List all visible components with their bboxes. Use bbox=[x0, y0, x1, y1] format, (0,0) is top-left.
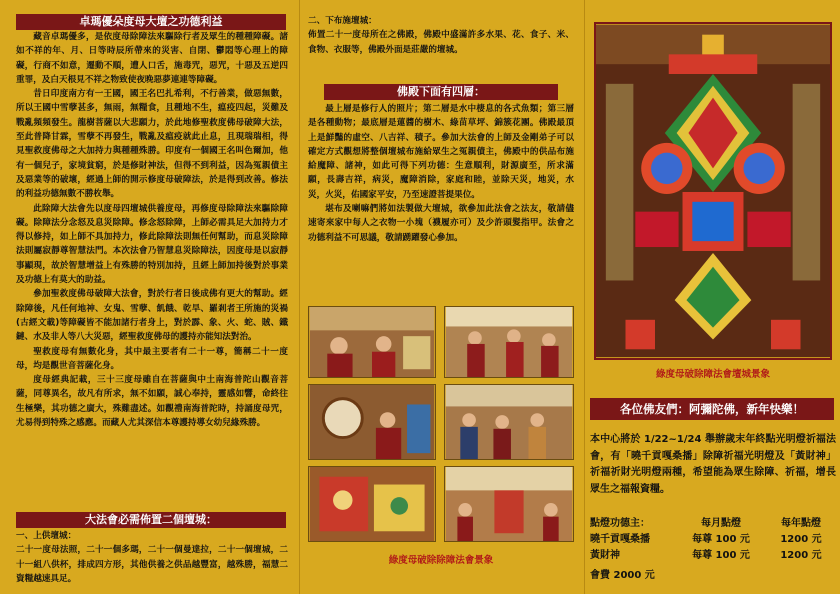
lamp-fee-table bbox=[590, 516, 836, 564]
paragraph: 佈置二十一度母所在之佛殿，佛殿中盛滿許多水果、花、食子、米、食物、衣服等，佛殿外面是莊嚴的壇城。 bbox=[308, 30, 574, 55]
monthly-fee: 每尊 100 元 bbox=[692, 534, 750, 545]
header-cell: 點燈功德主： bbox=[590, 518, 650, 529]
column-divider bbox=[584, 0, 585, 594]
new-year-greeting: 各位佛友們：阿彌陀佛，新年快樂！ bbox=[590, 398, 834, 420]
paragraph: 堪布及喇嘛們將如法製做大壇城，欲參加此法會之法友，敬請儘速寄來家中每人之衣物一小塊（襪履亦可）及少許頭髮指甲。法會之功德利益不可思議，敬請踴躍發心參加。 bbox=[308, 204, 574, 243]
upper-mandala-text bbox=[16, 529, 288, 586]
ceremony-photo bbox=[308, 384, 436, 460]
table-row bbox=[590, 548, 836, 564]
table-row bbox=[590, 532, 836, 548]
paragraph: 最上層是修行人的照片；第二層是水中棲息的各式魚類；第三層是各種動物；最底層是蓮醬的樹木、綠苗草坪、錦簇花團。佛殿最頂上是鮮豔的虛空、八吉祥、積子。參加大法會的上師及金剛弟子可以確定方式觀想將整個壇城布施給眾生之冤親債主，佛殿中的供品布施給魔障、諸神，如此可得下列功德：生意順利，財源廣至，所求滿願，長壽吉祥，病災，魔障消除，家庭和睦，並除天災，地災，水災，火災，佑國家平安，乃至速證菩提果位。 bbox=[308, 104, 574, 200]
paragraph: 度母經典記載，三十三度母雖自在菩薩與中土南海普陀山觀音菩薩，同尊異名，故凡有所求，無不如願，誠心奉持，靈感如響，命終往生極樂，其功德之廣大，殊難盡述。如觀禮南海普陀時，持誦度母咒，尤易得到特殊之感應。而藏人尤其深信本尊護持導女幼兒緣殊勝。 bbox=[16, 375, 288, 429]
paragraph: 此除障大法會先以度母四壇城供養度母，再修度母除障法來驅除障礙。除障法分念怒及息災除障。修念怒除障，上師必需具足大加持力才得以修持，如上師不具加持力，修此除障法則無任何幫助，而息災除障法則屬寂靜尊智慧法門。本次法會乃智慧息災除障法，因度母是以寂靜事顯現，故於智慧增益上有殊勝的特別加持，且經上師加持後對於事業及功德上有莫大的助益。 bbox=[16, 203, 288, 286]
mandala-room-image bbox=[445, 467, 573, 541]
paragraph: 參加聖救度佛母破障大法會，對於行者日後成佛有更大的幫助。經除障後，凡任何地神、女鬼、雪孽、飢餓、乾旱、羅剎者王所施的災禍(古經文載)等障礙皆不能加諸行者身上，對於霹、象、火、蛇、賊、鐵鏈、水及非人等八大災惡，經聖救度佛母的護持亦能知法對治。 bbox=[16, 289, 288, 343]
left-column bbox=[0, 0, 298, 594]
ceremony-caption: 綠度母破除除障法會景象 bbox=[388, 555, 494, 566]
lamp-name: 曉千貢嘎桑播 bbox=[590, 534, 650, 545]
yearly-fee: 1200 元 bbox=[780, 534, 822, 545]
paragraph: 二十一度母法照，二十一個多瑪，二十一個曼達拉，二十一個壇城，二十一組八供杯，排成四方形，其他供養之供品越豐富，越殊勝，福慧二資糧越速具足。 bbox=[16, 545, 288, 584]
right-column bbox=[586, 0, 840, 594]
lamp-name: 黃財神 bbox=[590, 550, 620, 561]
table-header-row bbox=[590, 516, 836, 532]
mandala-caption: 綠度母破除障法會壇城景象 bbox=[655, 369, 770, 380]
lamp-event-notice bbox=[590, 432, 836, 498]
membership-fee: 會費 2000 元 bbox=[590, 570, 655, 581]
mandala-structure-image bbox=[596, 24, 830, 358]
ceremony-photo bbox=[308, 306, 436, 378]
section-title: 二、下布施壇城： bbox=[308, 16, 377, 26]
ceremony-photo bbox=[444, 384, 574, 460]
header-cell: 每年點燈 bbox=[781, 518, 821, 529]
mandala-photo bbox=[594, 22, 832, 360]
four-levels-header: 佛殿下面有四層： bbox=[324, 84, 558, 100]
ceremony-photo bbox=[444, 466, 574, 542]
ceremony-photo bbox=[308, 466, 436, 542]
section-title: 一、上供壇城： bbox=[16, 531, 77, 541]
participants-image bbox=[445, 385, 573, 459]
two-mandalas-header: 大法會必需佈置二個壇城： bbox=[16, 512, 286, 528]
paragraph: 昔日印度南方有一王國，國王名巴扎希利，不行善業，做惡無數，所以王國中雪孽甚多，無雨，無糧食，且種地不生，瘟疫四起，災難及戰亂頻頻發生。龍樹菩薩以大悲願力，於此地修聖救度佛母破障大法，至此普降甘霖，雪孽不再發生，戰亂及瘟疫就此止息，且現瑞瑞相，得見聖救度佛母之大加持力與種種殊勝。印度有一個國王名叫色爾加，他有一個兒子，家境貧窮，於是修財神法，但得不到利益，因為冤親債主及惡業等的破壞，經過上師的開示修度母破障法，於是得到改善。修法的利益功德無數不勝枚舉。 bbox=[16, 89, 288, 200]
ceremony-photo bbox=[444, 306, 574, 378]
paragraph: 藏音卓瑪優多，是依度母除障法來驅除行者及眾生的種種障礙。諸如不祥的年、月、日等時辰所帶來的災害、自閉、鬱悶等心理上的障礙，行商不如意，遷動不順，遭人口舌，施毒咒，惡咒，十惡及五逆四重罪，及白天根見不祥之物致使夜晚惡夢連連等障礙。 bbox=[16, 32, 288, 85]
four-levels-text bbox=[308, 102, 574, 245]
yearly-fee: 1200 元 bbox=[780, 550, 822, 561]
paragraph: 本中心將於 1/22~1/24 舉辦歲末年終點光明燈祈福法會，有「曉千貢嘎桑播」除障祈福光明燈及「黃財神」祈福祈財光明燈兩種，希望能為眾生除障、祈福，增長眾生之福報資糧。 bbox=[590, 434, 836, 495]
merit-benefits-header: 卓瑪優朵度母大壇之功德利益 bbox=[16, 14, 286, 30]
monks-procession-image bbox=[445, 307, 573, 377]
altar-offering-image bbox=[309, 467, 435, 541]
drum-ritual-image bbox=[309, 385, 435, 459]
paragraph: 聖救度母有無數化身，其中最主要者有二十一尊，簡稱二十一度母，均是觀世音菩薩化身。 bbox=[16, 346, 288, 371]
middle-column bbox=[300, 0, 582, 594]
monks-chanting-image bbox=[309, 307, 435, 377]
monthly-fee: 每尊 100 元 bbox=[692, 550, 750, 561]
lower-mandala-text bbox=[308, 14, 574, 57]
merit-text bbox=[16, 30, 288, 430]
header-cell: 每月點燈 bbox=[701, 518, 741, 529]
